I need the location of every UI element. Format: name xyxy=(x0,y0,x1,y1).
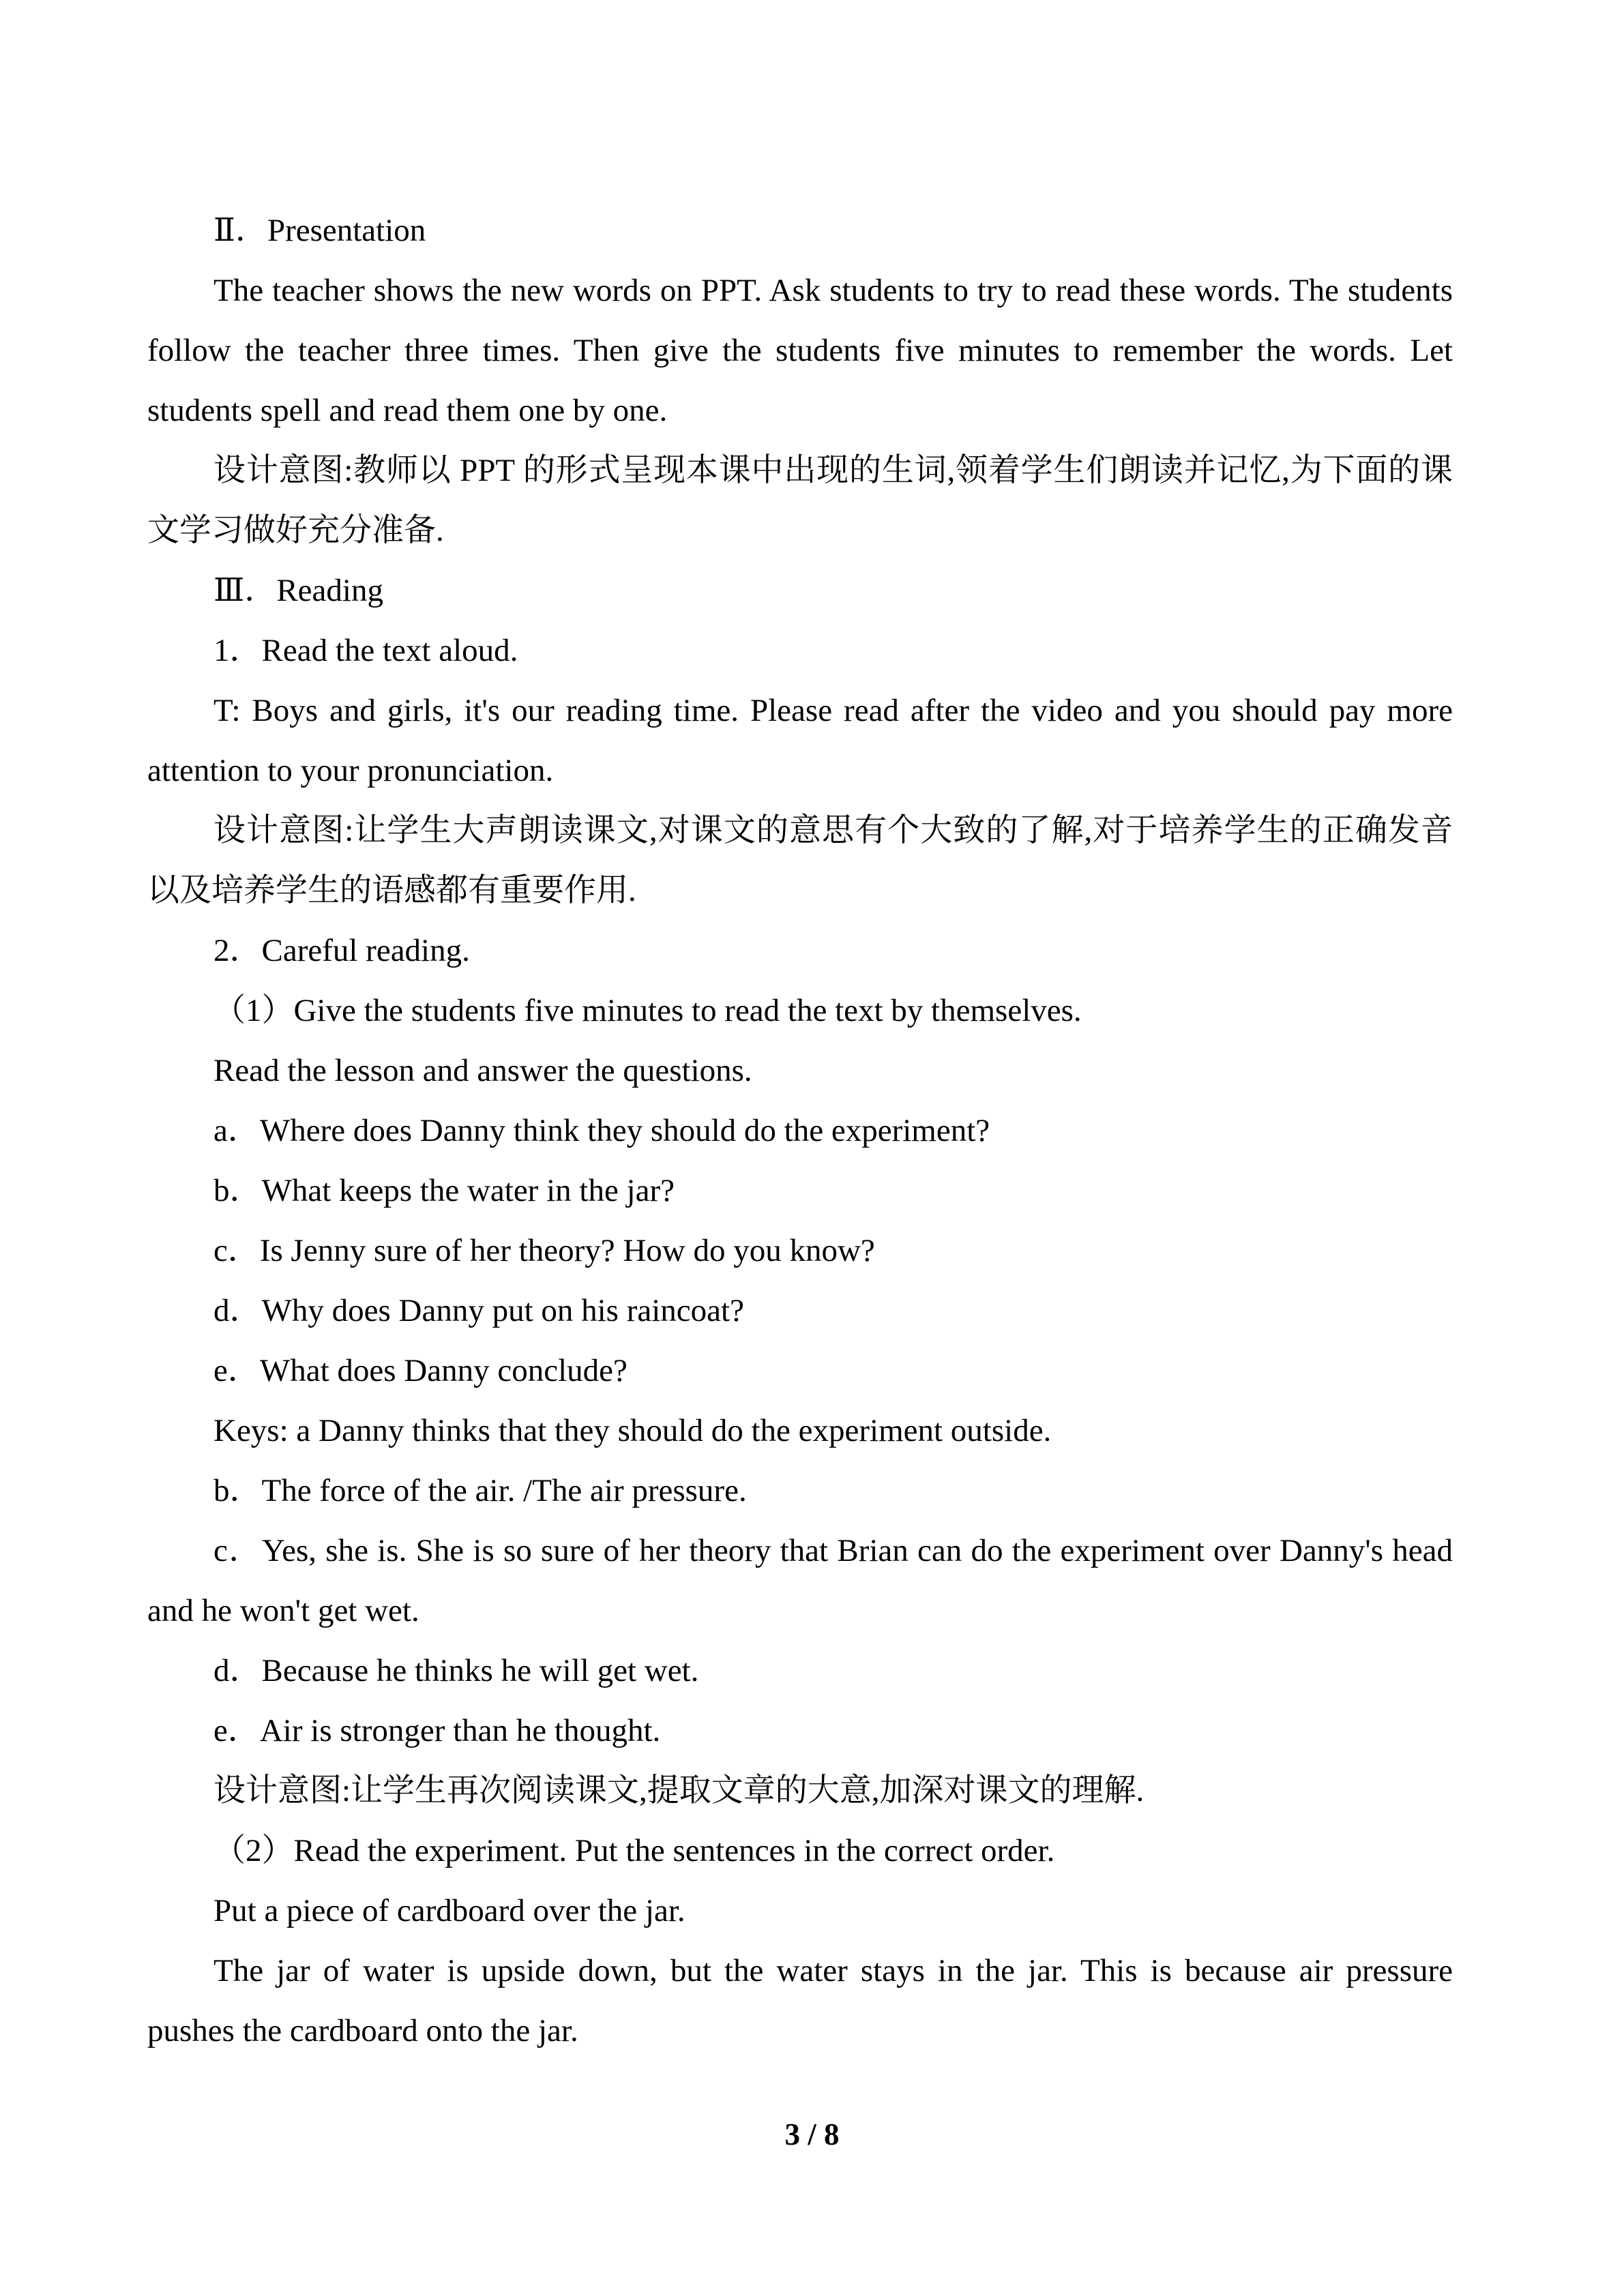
design-intent-careful-reading: 设计意图:让学生再次阅读课文,提取文章的大意,加深对课文的理解. xyxy=(213,1773,1145,1808)
question-b: b．What keeps the water in the jar? xyxy=(213,1173,675,1208)
para-presentation-line-1: The teacher shows the new words on PPT. Ask students to try to read these words. The students xyxy=(213,273,1453,308)
keys-answer-c-line-1: c．Yes, she is. She is so sure of her theory that Brian can do the experiment over Danny's head xyxy=(213,1533,1453,1568)
keys-answer-d: d．Because he thinks he will get wet. xyxy=(213,1653,699,1688)
page-number: 3 / 8 xyxy=(784,2117,840,2151)
design-intent-presentation-line-1: 设计意图:教师以 PPT 的形式呈现本课中出现的生词,领着学生们朗读并记忆,为下面的课 xyxy=(213,453,1453,488)
question-c: c．Is Jenny sure of her theory? How do you know? xyxy=(213,1233,875,1268)
question-e: e．What does Danny conclude? xyxy=(213,1353,628,1388)
order-sentence-1: Put a piece of cardboard over the jar. xyxy=(213,1893,685,1928)
step-2-careful-reading: 2．Careful reading. xyxy=(213,933,470,968)
teacher-talk-line-2: attention to your pronunciation. xyxy=(147,753,554,788)
para-presentation-line-2: follow the teacher three times. Then give the students five minutes to remember the words. Let xyxy=(147,333,1453,368)
question-a: a．Where does Danny think they should do the experiment? xyxy=(213,1113,990,1148)
para-presentation-line-3: students spell and read them one by one. xyxy=(147,393,668,428)
heading-section-3-reading: Ⅲ．Reading xyxy=(213,573,383,608)
task-2-read-experiment: （2）Read the experiment. Put the sentences in the correct order. xyxy=(213,1833,1055,1868)
design-intent-presentation-line-2: 文学习做好充分准备. xyxy=(147,513,444,548)
order-sentence-2-line-2: pushes the cardboard onto the jar. xyxy=(147,2013,578,2048)
keys-answer-a: Keys: a Danny thinks that they should do the experiment outside. xyxy=(213,1413,1052,1448)
keys-answer-e: e．Air is stronger than he thought. xyxy=(213,1713,661,1748)
teacher-talk-line-1: T: Boys and girls, it's our reading time. Please read after the video and you should pay more xyxy=(213,693,1453,728)
keys-answer-b: b．The force of the air. /The air pressure. xyxy=(213,1473,747,1508)
task-1-give-five-minutes: （1）Give the students five minutes to read the text by themselves. xyxy=(213,993,1082,1028)
order-sentence-2-line-1: The jar of water is upside down, but the water stays in the jar. This is because air pressure xyxy=(213,1953,1453,1988)
design-intent-reading-line-2: 以及培养学生的语感都有重要作用. xyxy=(147,873,636,908)
instruction-read-lesson: Read the lesson and answer the questions. xyxy=(213,1053,752,1088)
design-intent-reading-line-1: 设计意图:让学生大声朗读课文,对课文的意思有个大致的了解,对于培养学生的正确发音 xyxy=(213,813,1453,848)
question-d: d．Why does Danny put on his raincoat? xyxy=(213,1293,744,1328)
keys-answer-c-line-2: and he won't get wet. xyxy=(147,1593,419,1628)
document-body xyxy=(147,200,1453,2061)
heading-section-2-presentation: Ⅱ．Presentation xyxy=(213,213,426,248)
step-1-read-text-aloud: 1．Read the text aloud. xyxy=(213,633,518,668)
